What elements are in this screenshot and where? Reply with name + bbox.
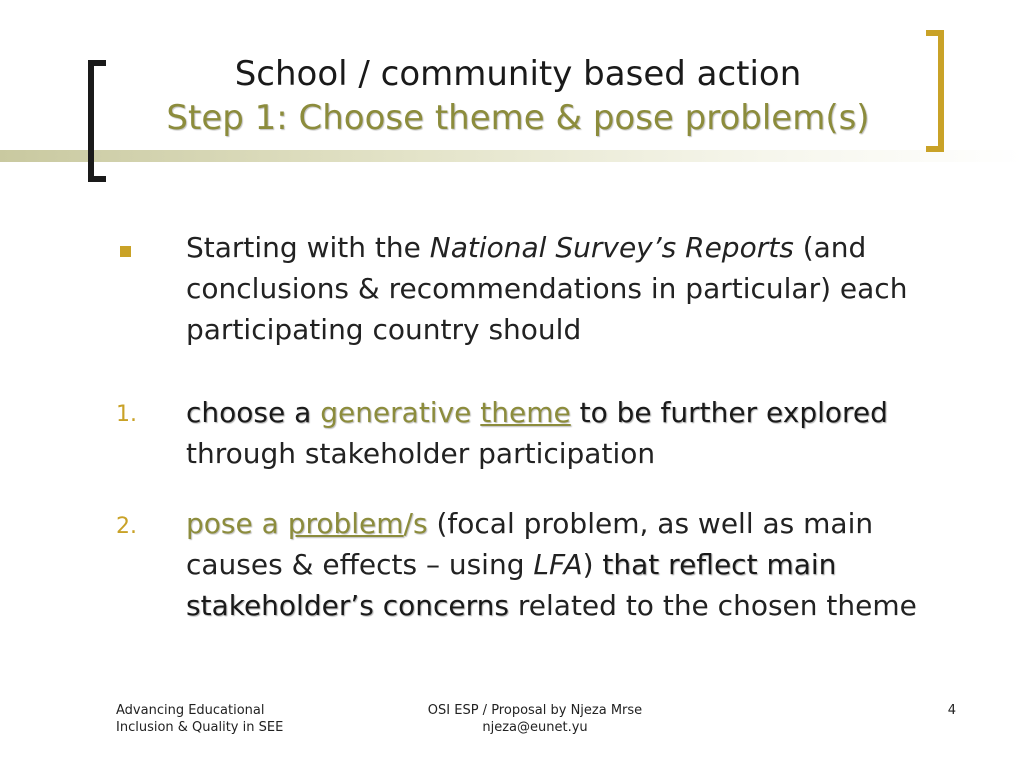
item1-rest-text: through stakeholder participation <box>186 437 656 470</box>
intro-text-start: Starting with the <box>186 231 430 264</box>
item2-rest-text: related to the chosen theme <box>508 589 917 622</box>
item-number-2: 2. <box>116 514 137 539</box>
footer-center <box>400 702 670 736</box>
intro-italic-title: National Survey’s Reports <box>429 231 794 264</box>
item2-paren-close: ) <box>582 548 603 581</box>
list-item-1 <box>186 392 956 474</box>
footer-left-line-1: Advancing Educational <box>116 703 265 718</box>
item2-reflect-text: that reflect main stakeholder’s concerns <box>186 548 837 622</box>
item2-lfa-text: LFA <box>533 548 583 581</box>
title-line-1: School / community based action <box>234 54 802 94</box>
item-number-1: 1. <box>116 402 137 427</box>
intro-text-end: (and conclusions & recommendations in particular) each participating country should <box>186 231 908 346</box>
item2-paren-text: (focal problem, as well as main causes & effects – using <box>186 507 874 581</box>
intro-paragraph <box>186 227 956 350</box>
footer-left-line-2: Inclusion & Quality in SEE <box>116 720 284 735</box>
title-line-2: Step 1: Choose theme & pose problem(s) <box>166 98 870 138</box>
page-number: 4 <box>947 703 956 718</box>
item2-problem-link[interactable]: problem <box>287 507 404 540</box>
item1-space <box>471 396 480 429</box>
footer-center-line-2: njeza@eunet.yu <box>482 720 588 735</box>
item1-choose-text: choose a <box>186 396 321 429</box>
square-bullet-icon <box>120 246 131 257</box>
item1-theme-link[interactable]: theme <box>480 396 571 429</box>
footer-center-line-1: OSI ESP / Proposal by Njeza Mrse <box>427 703 643 718</box>
item1-further-text: to be further explored <box>570 396 888 429</box>
item2-slash-s: /s <box>403 507 428 540</box>
item2-pose-text: pose a <box>186 507 288 540</box>
footer-left <box>116 702 283 736</box>
list-item-2 <box>186 503 956 626</box>
item1-generative-text: generative <box>320 396 472 429</box>
